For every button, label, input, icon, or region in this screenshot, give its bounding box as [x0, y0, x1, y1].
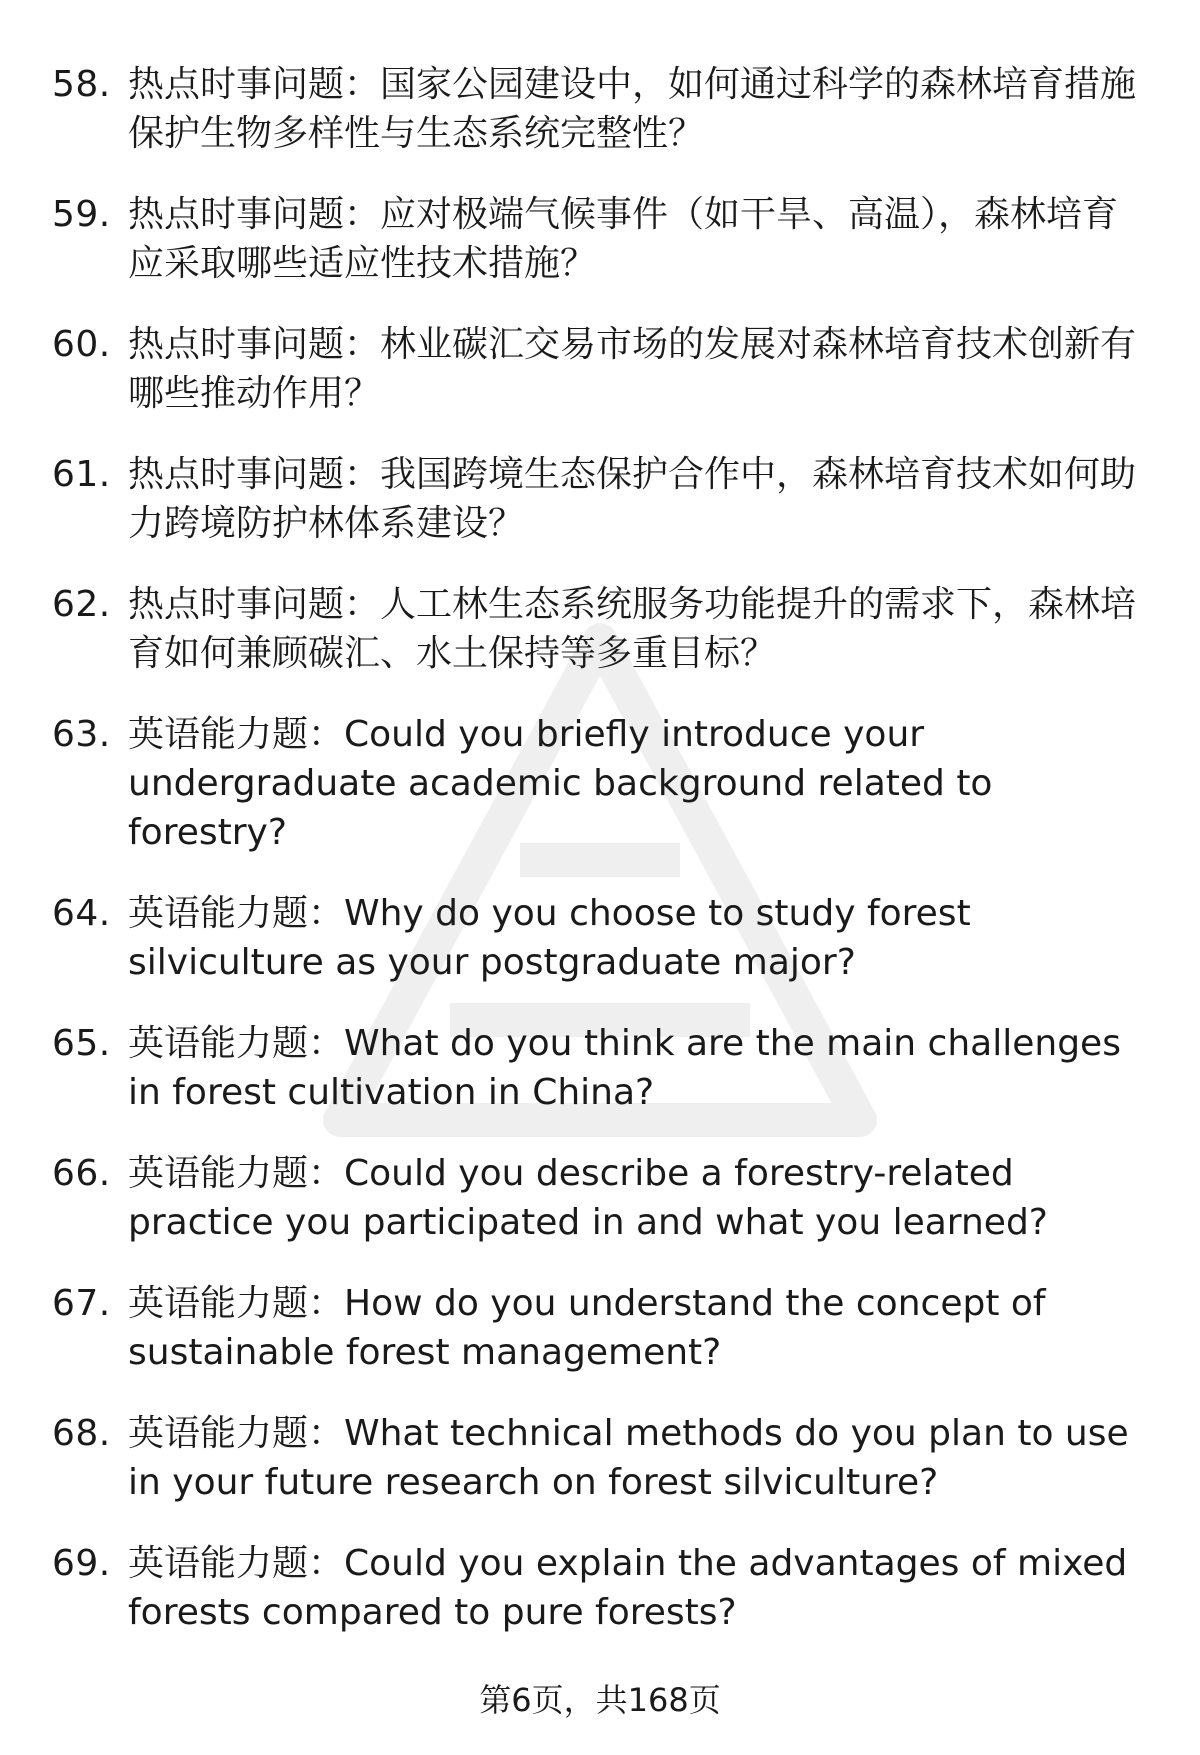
question-number: 68. — [52, 1413, 111, 1454]
question-item — [52, 710, 1152, 857]
question-number: 61. — [52, 454, 111, 495]
question-number: 65. — [52, 1023, 111, 1064]
question-item — [52, 320, 1152, 418]
question-text: 热点时事问题：应对极端气候事件（如干旱、高温），森林培育应采取哪些适应性技术措施？ — [128, 194, 1119, 284]
question-item — [52, 60, 1152, 158]
question-text: 英语能力题：How do you understand the concept of sustainable forest management? — [128, 1283, 1046, 1373]
question-text: 热点时事问题：人工林生态系统服务功能提升的需求下，森林培育如何兼顾碳汇、水土保持等多重目标？ — [128, 584, 1137, 674]
question-item — [52, 1539, 1152, 1637]
question-number: 67. — [52, 1283, 111, 1324]
question-item — [52, 450, 1152, 548]
question-text: 英语能力题：What do you think are the main challenges in forest cultivation in China? — [128, 1023, 1121, 1113]
question-text: 热点时事问题：国家公园建设中，如何通过科学的森林培育措施保护生物多样性与生态系统完整性？ — [128, 64, 1137, 154]
question-item — [52, 1149, 1152, 1247]
question-number: 69. — [52, 1543, 111, 1584]
question-item — [52, 1019, 1152, 1117]
question-item — [52, 1409, 1152, 1507]
question-text: 热点时事问题：我国跨境生态保护合作中，森林培育技术如何助力跨境防护林体系建设？ — [128, 454, 1137, 544]
question-number: 58. — [52, 64, 111, 105]
question-item — [52, 1279, 1152, 1377]
question-number: 63. — [52, 714, 111, 755]
question-list — [52, 60, 1152, 1669]
question-text: 英语能力题：Could you explain the advantages of mixed forests compared to pure forests? — [128, 1543, 1128, 1633]
page-indicator: 第6页，共168页 — [479, 1681, 721, 1719]
question-text: 英语能力题：Could you briefly introduce your undergraduate academic background related to forestry? — [128, 714, 993, 853]
question-text: 英语能力题：Why do you choose to study forest silviculture as your postgraduate major? — [128, 893, 971, 983]
question-number: 62. — [52, 584, 111, 625]
question-number: 66. — [52, 1153, 111, 1194]
question-number: 60. — [52, 324, 111, 365]
question-number: 59. — [52, 194, 111, 235]
question-number: 64. — [52, 893, 111, 934]
question-item — [52, 190, 1152, 288]
question-item — [52, 889, 1152, 987]
question-text: 热点时事问题：林业碳汇交易市场的发展对森林培育技术创新有哪些推动作用？ — [128, 324, 1137, 414]
question-text: 英语能力题：Could you describe a forestry-related practice you participated in and what you learned? — [128, 1153, 1048, 1243]
question-item — [52, 580, 1152, 678]
question-text: 英语能力题：What technical methods do you plan to use in your future research on forest silviculture? — [128, 1413, 1129, 1503]
